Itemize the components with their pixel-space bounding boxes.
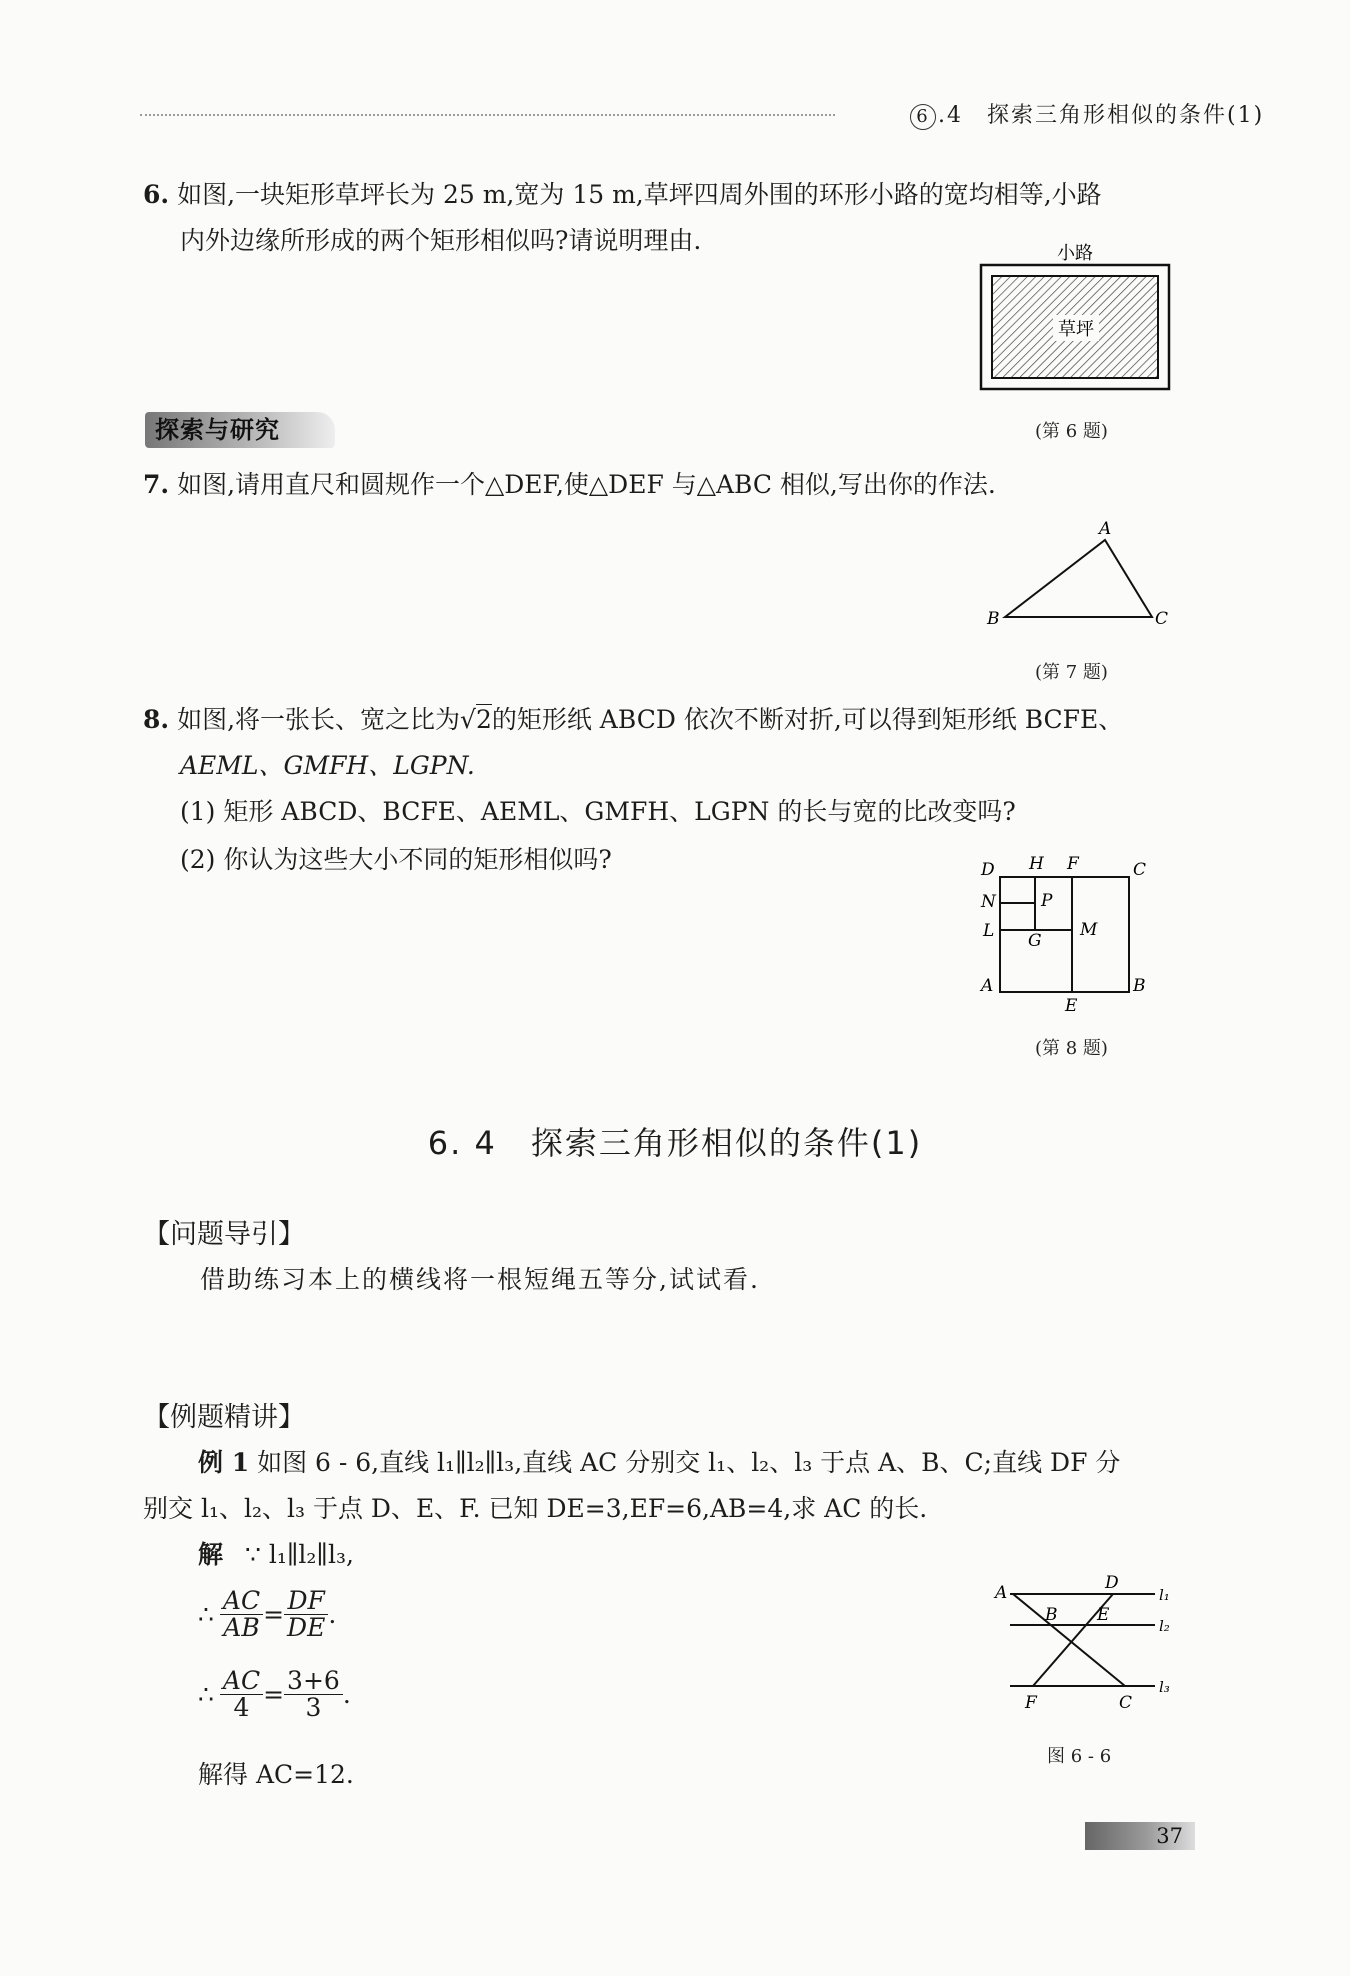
q7-line-1 bbox=[143, 462, 996, 508]
example-label: 例 1 bbox=[198, 1448, 250, 1477]
q8-label-h: H bbox=[1029, 855, 1044, 874]
solution-ratio-2 bbox=[198, 1668, 351, 1721]
frac-ac-4-numerator: AC bbox=[220, 1668, 263, 1695]
sqrt-sign-icon: √ bbox=[460, 705, 476, 734]
figure-6-6 bbox=[985, 1572, 1185, 1722]
solution-line-1 bbox=[198, 1532, 354, 1578]
frac-ac-4 bbox=[220, 1668, 263, 1721]
equals-1: = bbox=[263, 1600, 285, 1629]
q7-triangle-abc bbox=[1005, 540, 1152, 617]
page-number-bar bbox=[1085, 1822, 1195, 1850]
frac-9-3 bbox=[284, 1668, 343, 1721]
q6-figure bbox=[975, 235, 1175, 395]
frac-9-3-denominator: 3 bbox=[305, 1693, 322, 1722]
q6-text-1: 如图,一块矩形草坪长为 25 m,宽为 15 m,草坪四周外围的环形小路的宽均相等,小路 bbox=[177, 180, 1102, 209]
header-dotted-rule bbox=[140, 114, 835, 116]
q6-caption: (第 6 题) bbox=[1035, 421, 1108, 442]
q7-label-a: A bbox=[1099, 519, 1112, 539]
q8-label-m: M bbox=[1080, 920, 1098, 940]
q8-label-b: B bbox=[1133, 976, 1146, 996]
section-title: 6. 4 探索三角形相似的条件(1) bbox=[427, 1124, 923, 1162]
q8-rect-abcd bbox=[1000, 877, 1129, 992]
q7-number: 7. bbox=[143, 470, 170, 499]
q8-text-1a: 如图,将一张长、宽之比为 bbox=[177, 705, 461, 734]
q8-label-a: A bbox=[981, 976, 994, 996]
fig66-label-d: D bbox=[1105, 1573, 1119, 1593]
example-text-1: 如图 6 - 6,直线 l₁∥l₂∥l₃,直线 AC 分别交 l₁、l₂、l₃ 于点 A、B、C;直线 DF 分 bbox=[257, 1448, 1121, 1477]
q7-triangle-figure bbox=[975, 515, 1185, 640]
fig66-label-c: C bbox=[1119, 1693, 1133, 1713]
frac-ac-ab-denominator: AB bbox=[223, 1613, 260, 1642]
q6-text-2: 内外边缘所形成的两个矩形相似吗?请说明理由. bbox=[180, 226, 702, 255]
q8-label-p: P bbox=[1041, 891, 1053, 911]
therefore-1: ∴ bbox=[198, 1600, 214, 1629]
solution-label: 解 bbox=[198, 1540, 224, 1569]
guide-text: 借助练习本上的横线将一根短绳五等分,试试看. bbox=[200, 1265, 760, 1294]
q8-number: 8. bbox=[143, 705, 170, 734]
q6-lawn-label: 草坪 bbox=[1058, 319, 1094, 340]
running-header bbox=[910, 98, 1264, 130]
example-line-1 bbox=[198, 1440, 1120, 1486]
fig66-label-l3: l₃ bbox=[1159, 1678, 1170, 1696]
q8-rectangles-figure bbox=[975, 855, 1185, 1015]
fig66-label-e: E bbox=[1097, 1605, 1110, 1625]
explore-research-badge: 探索与研究 bbox=[145, 412, 335, 448]
frac-ac-4-denominator: 4 bbox=[233, 1693, 250, 1722]
fig66-label-l1: l₁ bbox=[1159, 1586, 1170, 1604]
q7-label-c: C bbox=[1155, 609, 1169, 629]
q7-text-1: 如图,请用直尺和圆规作一个△DEF,使△DEF 与△ABC 相似,写出你的作法. bbox=[177, 470, 996, 499]
example-text-2: 别交 l₁、l₂、l₃ 于点 D、E、F. 已知 DE=3,EF=6,AB=4,求 AC 的长. bbox=[143, 1494, 928, 1523]
page-number: 37 bbox=[1156, 1824, 1183, 1848]
q8-label-g: G bbox=[1028, 931, 1042, 951]
fig66-label-a: A bbox=[995, 1583, 1008, 1603]
q8-text-2: AEML、GMFH、LGPN. bbox=[180, 751, 475, 780]
frac-df-de-denominator: DE bbox=[287, 1613, 326, 1642]
solution-final: 解得 AC=12. bbox=[198, 1760, 354, 1789]
q8-label-f: F bbox=[1067, 855, 1079, 874]
frac-9-3-numerator: 3+6 bbox=[284, 1668, 343, 1695]
q6-line-1 bbox=[143, 172, 1102, 218]
q8-sqrt-value: 2 bbox=[475, 705, 492, 734]
frac-ac-ab bbox=[220, 1588, 263, 1641]
q8-caption: (第 8 题) bbox=[1035, 1038, 1108, 1059]
period-2: . bbox=[342, 1680, 351, 1709]
frac-df-de bbox=[284, 1588, 328, 1641]
solution-ratio-1 bbox=[198, 1588, 336, 1641]
q6-path-label: 小路 bbox=[1057, 243, 1093, 264]
frac-df-de-numerator: DF bbox=[284, 1588, 328, 1615]
q7-label-b: B bbox=[987, 609, 1000, 629]
running-header-title: .4 探索三角形相似的条件(1) bbox=[938, 103, 1265, 128]
section-number-circle: 6 bbox=[910, 104, 936, 130]
q6-number: 6. bbox=[143, 180, 170, 209]
q8-label-c: C bbox=[1133, 860, 1147, 880]
q8-sub-1: (1) 矩形 ABCD、BCFE、AEML、GMFH、LGPN 的长与宽的比改变吗? bbox=[180, 797, 1016, 826]
fig66-label-f: F bbox=[1025, 1693, 1037, 1713]
q8-label-d: D bbox=[981, 860, 995, 880]
period-1: . bbox=[328, 1600, 337, 1629]
fig66-label-l2: l₂ bbox=[1159, 1617, 1170, 1635]
q8-sub-2: (2) 你认为这些大小不同的矩形相似吗? bbox=[180, 845, 612, 874]
therefore-2: ∴ bbox=[198, 1680, 214, 1709]
q8-label-l: L bbox=[983, 921, 995, 941]
frac-ac-ab-numerator: AC bbox=[220, 1588, 263, 1615]
figure-6-6-caption: 图 6 - 6 bbox=[1047, 1746, 1112, 1767]
solution-because: ∵ l₁∥l₂∥l₃, bbox=[244, 1540, 354, 1569]
example-heading: 【例题精讲】 bbox=[143, 1402, 305, 1433]
q8-line-1 bbox=[143, 697, 1123, 743]
q8-label-n: N bbox=[981, 892, 996, 912]
q7-caption: (第 7 题) bbox=[1035, 662, 1108, 683]
fig66-label-b: B bbox=[1045, 1605, 1058, 1625]
q8-text-1b: 的矩形纸 ABCD 依次不断对折,可以得到矩形纸 BCFE、 bbox=[491, 705, 1124, 734]
equals-2: = bbox=[263, 1680, 285, 1709]
guide-heading: 【问题导引】 bbox=[143, 1219, 305, 1250]
q8-label-e: E bbox=[1065, 996, 1078, 1015]
